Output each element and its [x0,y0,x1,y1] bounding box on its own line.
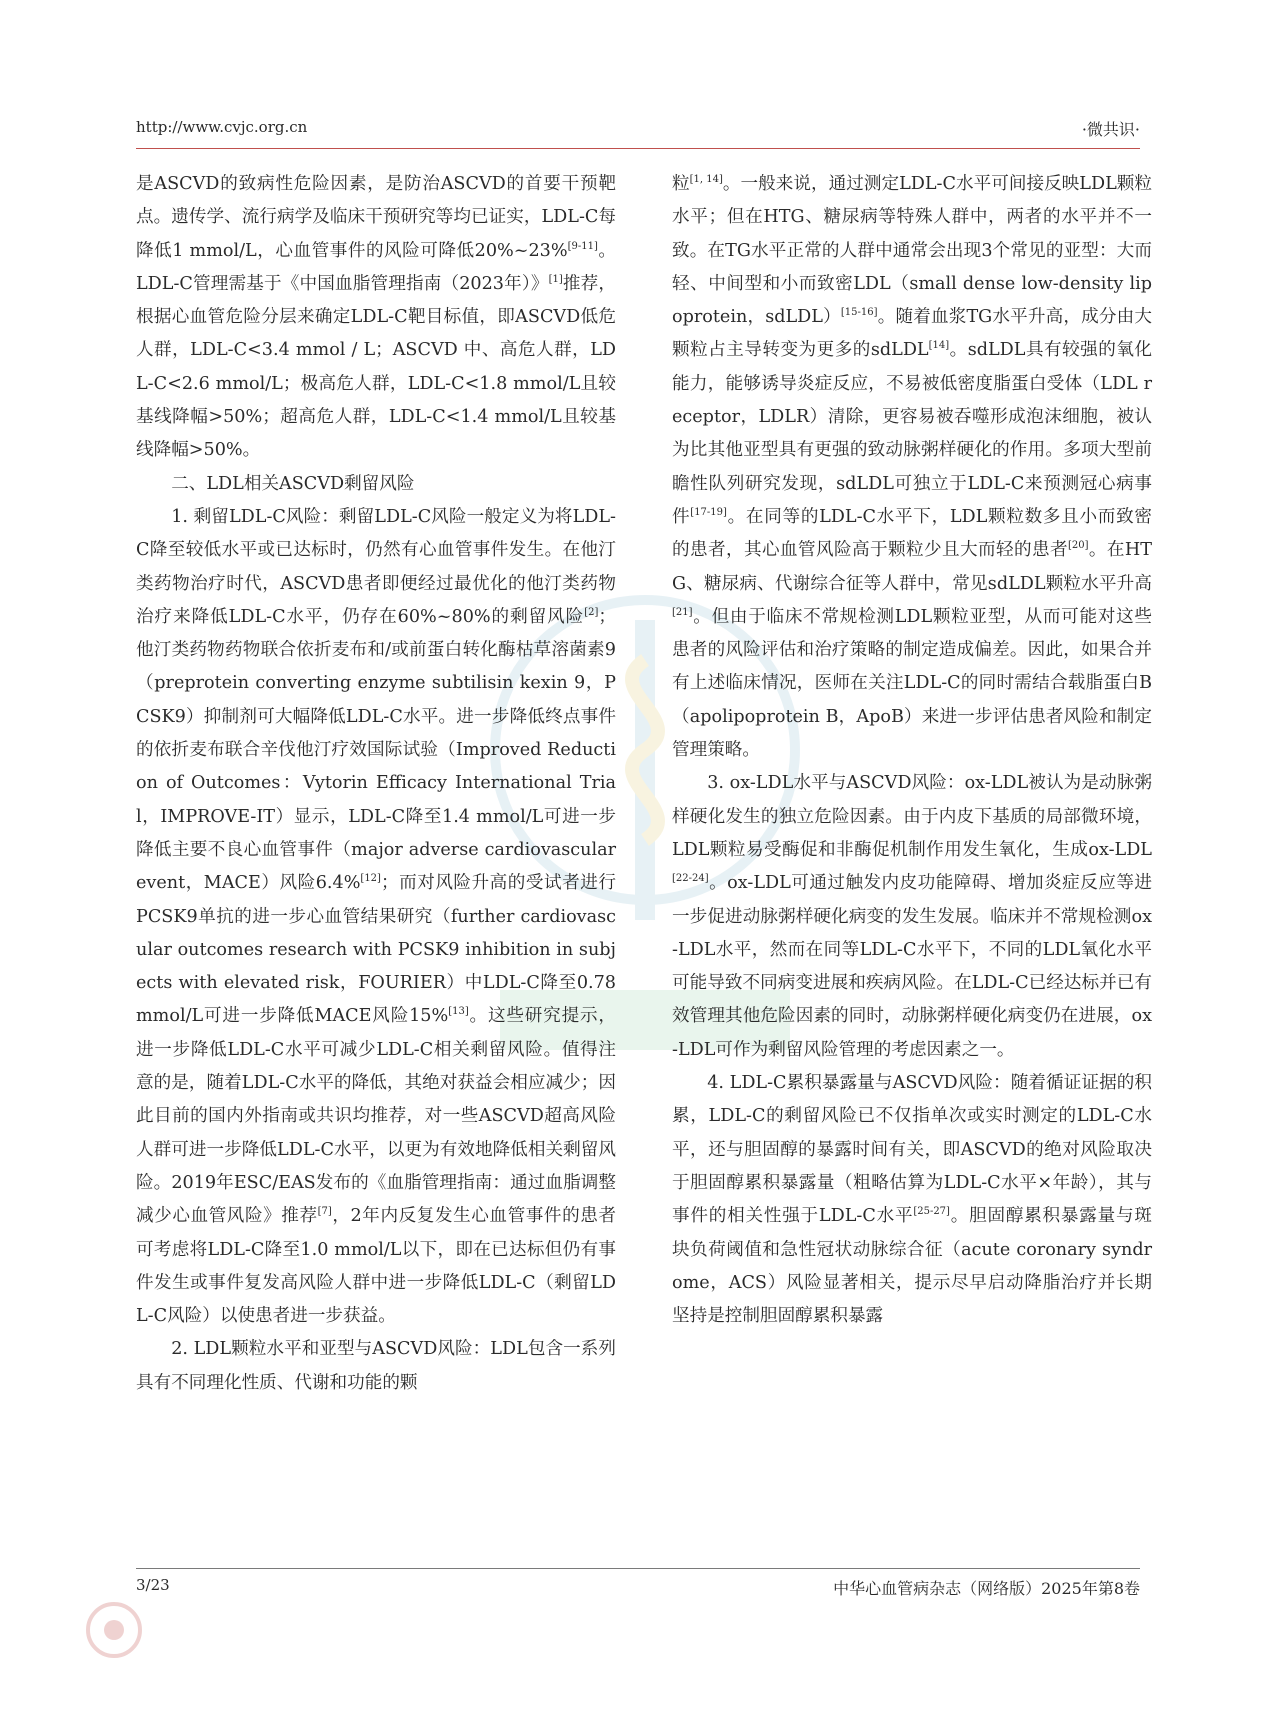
right-column [672,168,1152,1333]
page-number: 3/23 [136,1576,170,1594]
citation: [22-24] [672,873,709,885]
citation: [1] [548,274,563,286]
citation: [17-19] [690,507,727,519]
citation: [21] [672,607,693,618]
citation: [25-27] [913,1206,950,1218]
citation: [13] [448,1006,469,1018]
citation: [1, 14] [689,174,723,186]
section-heading: 二、LDL相关ASCVD剩留风险 [171,473,415,494]
citation: [7] [317,1206,332,1218]
paragraph: 3. ox-LDL水平与ASCVD风险：ox-LDL被认为是动脉粥样硬化发生的独立危险因素。由于内皮下基质的局部微环境，LDL颗粒易受酶促和非酶促机制作用发生氧化，生成ox-LDL[22-24]。ox-LDL可通过触发内皮功能障碍、增加炎症反应等进一步促进动脉粥样硬化病变的发生发展。临床并不常规检测ox-LDL水平，然而在同等LDL-C水平下，不同的LDL氧化水平可能导致不同病变进展和疾病风险。在LDL-C已经达标并已有效管理其他危险因素的同时，动脉粥样硬化病变仍在进展，ox-LDL可作为剩留风险管理的考虑因素之一。 [672,773,1152,1060]
citation: [9-11] [567,240,598,252]
citation: [12] [360,873,381,885]
footer-divider [136,1568,1140,1569]
journal-citation: 中华心血管病杂志（网络版）2025年第8卷 [833,1579,1140,1598]
citation: [15-16] [840,307,878,319]
journal-url: http://www.cvjc.org.cn [136,118,308,136]
paragraph: 4. LDL-C累积暴露量与ASCVD风险：随着循证证据的积累，LDL-C的剩留风险已不仅指单次或实时测定的LDL-C水平，还与胆固醇的暴露时间有关，即ASCVD的绝对风险取决于胆固醇累积暴露量（粗略估算为LDL-C水平×年龄），其与事件的相关性强于LDL-C水平[25-27]。胆固醇累积暴露量与斑块负荷阈值和急性冠状动脉综合征（acute coronary syndrome，ACS）风险显著相关，提示尽早启动降脂治疗并长期坚持是控制胆固醇累积暴露 [672,1073,1152,1327]
citation: [14] [928,340,950,352]
left-column [136,168,616,1400]
paragraph: 2. LDL颗粒水平和亚型与ASCVD风险：LDL包含一系列具有不同理化性质、代谢和功能的颗 [136,1339,616,1393]
section-label: ·微共识· [1081,120,1140,139]
citation: [2] [584,607,599,618]
citation: [20] [1067,540,1089,552]
publisher-logo-icon [84,1600,144,1660]
header-divider [136,148,1140,149]
paragraph: 粒[1, 14]。一般来说，通过测定LDL-C水平可间接反映LDL颗粒水平；但在HTG、糖尿病等特殊人群中，两者的水平并不一致。在TG水平正常的人群中通常会出现3个常见的亚型：大而轻、中间型和小而致密LDL（small dense low-density lipoprotein，sdLDL）[15-16]。随着血浆TG水平升高，成分由大颗粒占主导转变为更多的sdLDL[14]。sdLDL具有较强的氧化能力，能够诱导炎症反应，不易被低密度脂蛋白受体（LDL receptor，LDLR）清除，更容易被吞噬形成泡沫细胞，被认为比其他亚型具有更强的致动脉粥样硬化的作用。多项大型前瞻性队列研究发现，sdLDL可独立于LDL-C来预测冠心病事件[17-19]。在同等的LDL-C水平下，LDL颗粒数多且小而致密的患者，其心血管风险高于颗粒少且大而轻的患者[20]。在HTG、糖尿病、代谢综合征等人群中，常见sdLDL颗粒水平升高[21]。但由于临床不常规检测LDL颗粒亚型，从而可能对这些患者的风险评估和治疗策略的制定造成偏差。因此，如果合并有上述临床情况，医师在关注LDL-C的同时需结合载脂蛋白B（apolipoprotein B，ApoB）来进一步评估患者风险和制定管理策略。 [672,174,1153,761]
paragraph: 是ASCVD的致病性危险因素，是防治ASCVD的首要干预靶点。遗传学、流行病学及临床干预研究等均已证实，LDL-C每降低1 mmol/L，心血管事件的风险可降低20%~23%[9-11]。LDL-C管理需基于《中国血脂管理指南（2023年）》[1]推荐，根据心血管危险分层来确定LDL-C靶目标值，即ASCVD低危人群，LDL-C<3.4 mmol / L；ASCVD 中、高危人群，LDL-C<2.6 mmol/L；极高危人群，LDL-C<1.8 mmol/L且较基线降幅>50%；超高危人群，LDL-C<1.4 mmol/L且较基线降幅>50%。 [136,174,616,461]
paragraph: 1. 剩留LDL-C风险：剩留LDL-C风险一般定义为将LDL-C降至较低水平或已达标时，仍然有心血管事件发生。在他汀类药物治疗时代，ASCVD患者即便经过最优化的他汀类药物治疗来降低LDL-C水平，仍存在60%~80%的剩留风险[2]；他汀类药物药物联合依折麦布和/或前蛋白转化酶枯草溶菌素9（preprotein converting enzyme subtilisin kexin 9，PCSK9）抑制剂可大幅降低LDL-C水平。进一步降低终点事件的依折麦布联合辛伐他汀疗效国际试验（Improved Reduction of Outcomes：Vytorin Efficacy International Trial，IMPROVE-IT）显示，LDL-C降至1.4 mmol/L可进一步降低主要不良心血管事件（major adverse cardiovascular event，MACE）风险6.4%[12]；而对风险升高的受试者进行PCSK9单抗的进一步心血管结果研究（further cardiovascular outcomes research with PCSK9 inhibition in subjects with elevated risk，FOURIER）中LDL-C降至0.78 mmol/L可进一步降低MACE风险15%[13]。这些研究提示，进一步降低LDL-C水平可减少LDL-C相关剩留风险。值得注意的是，随着LDL-C水平的降低，其绝对获益会相应减少；因此目前的国内外指南或共识均推荐，对一些ASCVD超高风险人群可进一步降低LDL-C水平，以更为有效地降低相关剩留风险。2019年ESC/EAS发布的《血脂管理指南：通过血脂调整减少心血管风险》推荐[7]，2年内反复发生心血管事件的患者可考虑将LDL-C降至1.0 mmol/L以下，即在已达标但仍有事件发生或事件复发高风险人群中进一步降低LDL-C（剩留LDL-C风险）以使患者进一步获益。 [136,506,616,1327]
